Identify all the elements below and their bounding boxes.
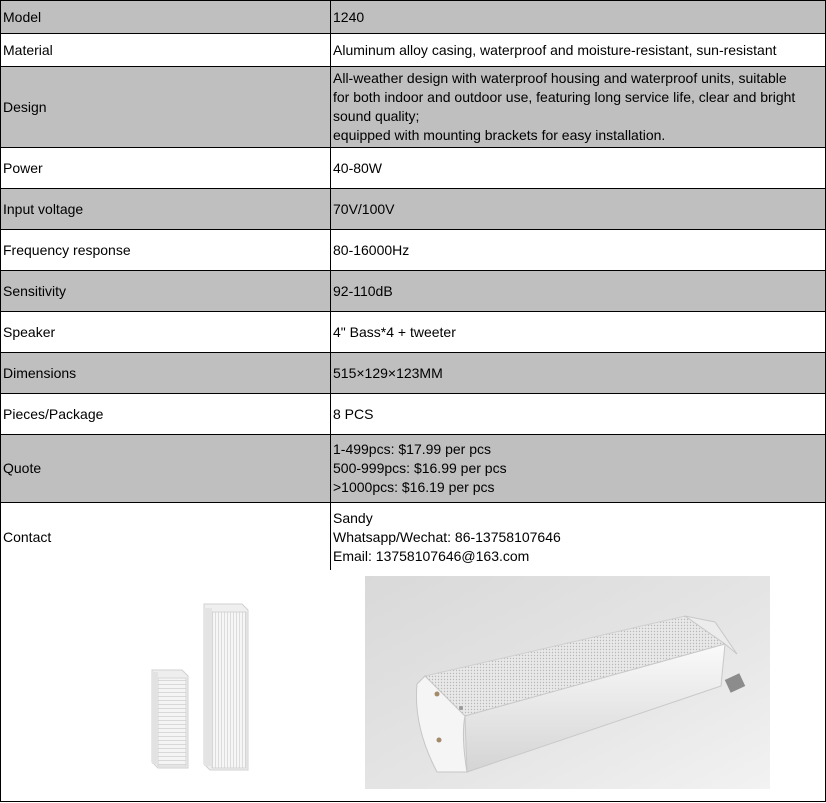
row-value: 80-16000Hz	[331, 230, 826, 271]
row-label: Model	[1, 1, 331, 34]
row-value: Sandy Whatsapp/Wechat: 86-13758107646 Email: 13758107646@163.com	[331, 503, 826, 572]
table-row	[1, 353, 826, 394]
row-label: Contact	[1, 503, 331, 572]
table-row	[1, 312, 826, 353]
row-value: 92-110dB	[331, 271, 826, 312]
product-photos	[0, 570, 826, 802]
table-row	[1, 34, 826, 67]
table-row	[1, 394, 826, 435]
row-label: Pieces/Package	[1, 394, 331, 435]
row-value: Aluminum alloy casing, waterproof and moisture-resistant, sun-resistant	[331, 34, 826, 67]
table-row	[1, 1, 826, 34]
row-value: 4" Bass*4 + tweeter	[331, 312, 826, 353]
row-label: Input voltage	[1, 189, 331, 230]
row-value: All-weather design with waterproof housing and waterproof units, suitable for both indoor and outdoor use, featuring long service life, clear and bright sound quality; equipped with mounting brackets for easy installation.	[331, 67, 826, 148]
row-value: 40-80W	[331, 148, 826, 189]
row-label: Material	[1, 34, 331, 67]
row-value: 70V/100V	[331, 189, 826, 230]
row-value: 8 PCS	[331, 394, 826, 435]
column-speakers-upright-photo	[136, 598, 276, 778]
table-row	[1, 189, 826, 230]
table-row	[1, 67, 826, 148]
row-label: Speaker	[1, 312, 331, 353]
table-row	[1, 435, 826, 503]
table-row	[1, 271, 826, 312]
row-label: Design	[1, 67, 331, 148]
table-row	[1, 503, 826, 572]
row-value: 515×129×123MM	[331, 353, 826, 394]
row-value: 1240	[331, 1, 826, 34]
column-speaker-angled-photo	[365, 576, 770, 789]
row-label: Dimensions	[1, 353, 331, 394]
row-value: 1-499pcs: $17.99 per pcs 500-999pcs: $16.99 per pcs >1000pcs: $16.19 per pcs	[331, 435, 826, 503]
table-row	[1, 230, 826, 271]
row-label: Power	[1, 148, 331, 189]
row-label: Frequency response	[1, 230, 331, 271]
row-label: Sensitivity	[1, 271, 331, 312]
table-row	[1, 148, 826, 189]
row-label: Quote	[1, 435, 331, 503]
